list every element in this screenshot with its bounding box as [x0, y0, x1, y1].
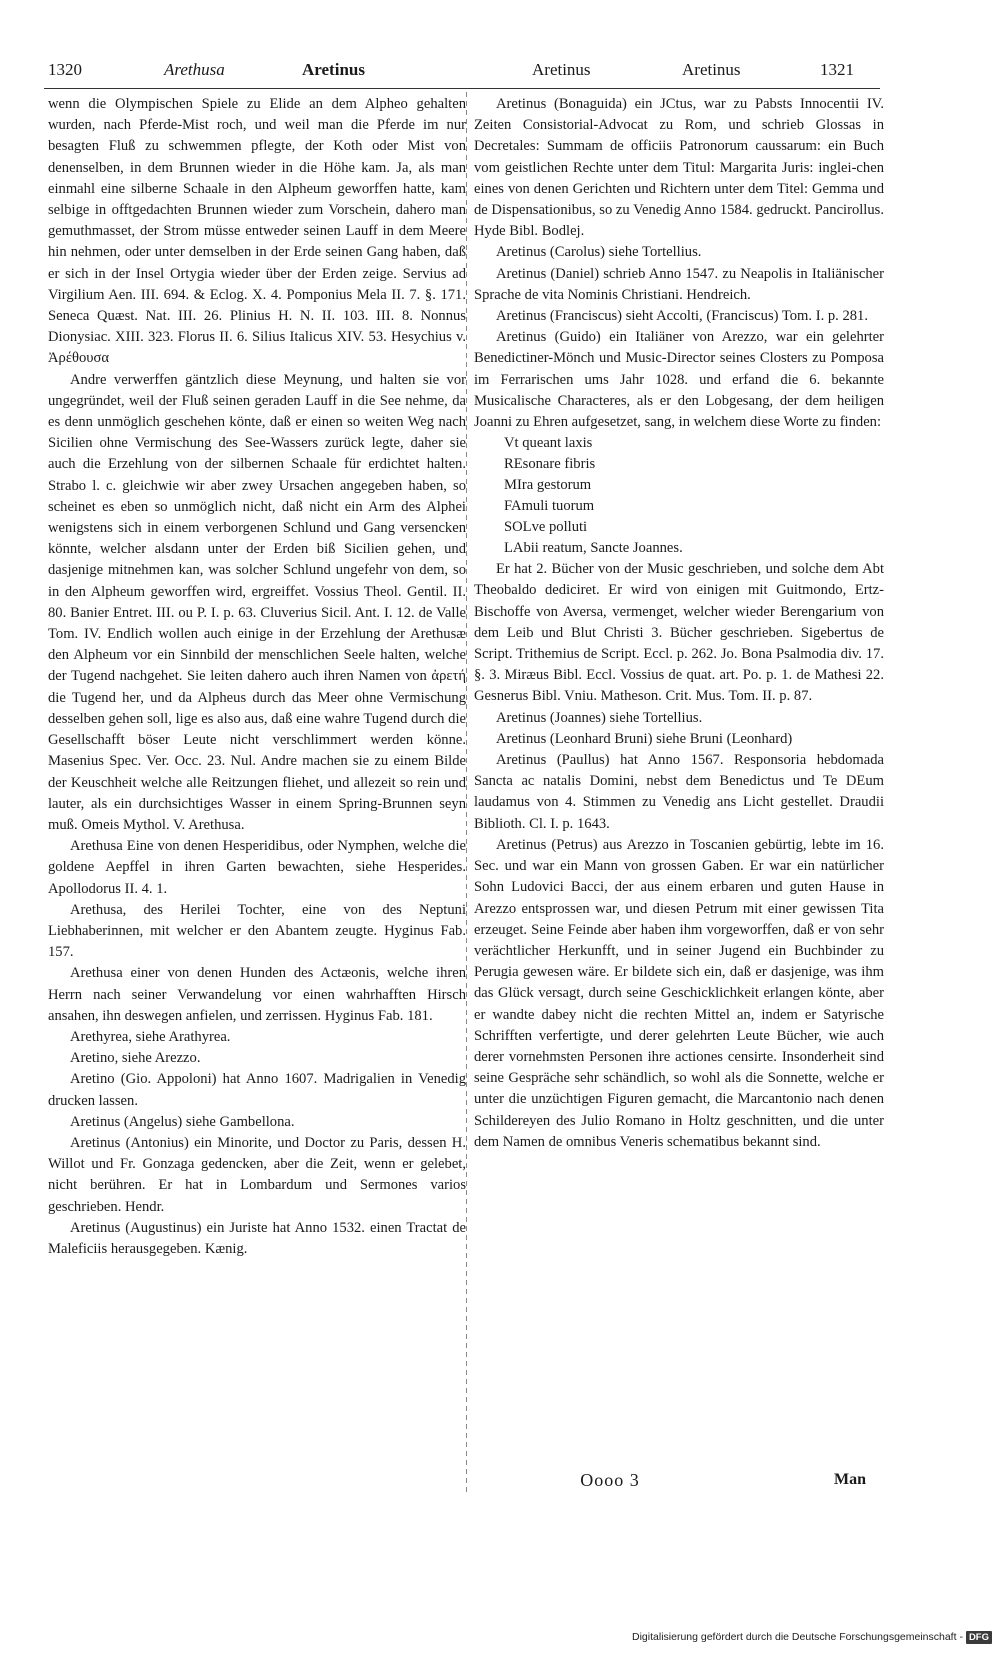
- left-column: [48, 94, 466, 1260]
- entry-paragraph: Aretinus (Joannes) siehe Tortellius.: [496, 709, 703, 726]
- signature-mark: Oooo 3: [580, 1470, 640, 1490]
- entry-paragraph: Arethyrea, siehe Arathyrea.: [70, 1028, 231, 1045]
- page-number-left: 1320: [48, 60, 82, 79]
- entry-paragraph: Aretino (Gio. Appoloni) hat Anno 1607. Madrigalien in Venedig drucken lassen.: [48, 1071, 466, 1109]
- entry-paragraph: Aretinus (Franciscus) sieht Accolti, (Franciscus) Tom. I. p. 281.: [496, 308, 868, 325]
- entry-paragraph: Aretino, siehe Arezzo.: [70, 1050, 201, 1067]
- verse-line: LAbii reatum, Sancte Joannes.: [504, 540, 683, 557]
- hymn-verse: [504, 433, 884, 559]
- running-head-right-1: Aretinus: [532, 60, 591, 79]
- entry-paragraph: Andre verwerffen gäntzlich diese Meynung, und halten sie vor ungegründet, weil der Fluß seinen geraden Lauff in die See nehme, da es denn unmöglich geschehen könte, daß er einen so weiten Weg nach Sicilien ohne Vermischung des See-Wassers zurück legte, daher sie auch die Erzehlung von der silbernen Schaale für erdichtet halten. Strabo l. c. gleichwie wir aber zwey Ursachen angegeben haben, so scheinet es eben so unmöglich nicht, daß nicht ein Arm des Alphei wenigstens sich in einem verborgenen Schlund und Gang versencken könnte, welcher alsdann unter der Erden biß Sicilien gehen, und dasjenige mitnehmen kan, was solcher Schlund ungefehr von dem, so in den Alpheum geworffen wird, ergreiffet. Vossius Theol. Gentil. II. 80. Banier Entret. III. ou P. I. p. 63. Cluverius Sicil. Ant. I. 12. de Valle Tom. IV. Endlich wollen auch einige in der Erzehlung der Arethusæ den Alpheum vor ein Sinnbild der menschlichen Seele halten, welche der Tugend nachgehet. Sie leiten dahero auch ihren Namen von ἀρετή die Tugend her, und da Alpheus durch das Meer ohne Vermischung desselben gehen soll, lige es also aus, daß eine wahre Tugend durch die Gesellschafft böser Leute nicht verschlimmert werden könne. Masenius Spec. Ver. Occ. 23. Nul. Andre machen sie zu einem Bilde der Keuschheit welche alle Reitzungen fliehet, und allezeit so rein und lauter, als ein durchsichtiges Wasser in einem Spring-Brunnen seyn muß. Omeis Mythol. V. Arethusa.: [48, 371, 466, 833]
- entry-paragraph: Aretinus (Guido) ein Italiäner von Arezzo, war ein gelehrter Benedictiner-Mönch und Music-Director seines Closters zu Pomposa im Ferrarischen ums Jahr 1028. und erfand die 6. bekannte Musicalische Characteres, als er den Lobgesang, der dem heiligen Joanni zu Ehren aufgesetzet, sang, in welchem diese Worte zu finden:: [474, 329, 884, 431]
- entry-paragraph: Aretinus (Angelus) siehe Gambellona.: [70, 1113, 295, 1130]
- page-number-right: 1321: [820, 60, 854, 79]
- dfg-logo: DFG: [966, 1631, 992, 1644]
- header-rule: [44, 88, 880, 89]
- entry-paragraph: Aretinus (Petrus) aus Arezzo in Toscanien gebürtig, lebte im 16. Sec. und war ein Mann von grossen Gaben. Er war ein natürlicher Sohn Ludovici Bacci, der aus einem erbaren und guten Hause in Arezzo entsprossen war, und diesen Petrum mit einer gewissen Tita erzeuget. Seine Feinde aber haben ihm vorgeworffen, daß er von sehr verächtlicher Herkunfft, und in seiner Jugend ein Buchbinder zu Perugia gewesen wäre. Er bildete sich ein, daß er dasjenige, was ihm das Glück versagt, durch seine Geschicklichkeit erlangen könte, aber er wandte dabey nicht die rechten Mittel an, indem er Satyrische Schrifften verfertigte, und derer gelehrten Leute Bücher, wie auch derer vornehmsten Personen ihre actiones censirte. Insonderheit sind seine Gespräche sehr schändlich, so wohl als die Sonnette, welche er unter die unzüchtigen Figuren gemacht, die Marcantonio nach denen Schildereyen des Julio Romano in Holtz geschnitten, und die unter dem Namen de omnibus Veneris schematibus bekannt sind.: [474, 836, 884, 1150]
- entry-paragraph: Aretinus (Paullus) hat Anno 1567. Responsoria hebdomada Sancta ac natalis Domini, nebst dem Benedictus und Te DEum laudamus von 4. Stimmen zu Venedig ans Licht gestellet. Draudii Biblioth. Cl. I. p. 1643.: [474, 752, 884, 832]
- running-head-right-2: Aretinus: [682, 60, 741, 79]
- verse-line: MIra gestorum: [504, 477, 592, 494]
- catchword: Man: [834, 1471, 866, 1488]
- entry-paragraph: Aretinus (Daniel) schrieb Anno 1547. zu Neapolis in Italiänischer Sprache de vita Nominis Christiani. Hendreich.: [474, 265, 884, 303]
- right-column: [474, 94, 884, 1153]
- entry-paragraph: Aretinus (Augustinus) ein Juriste hat Anno 1532. einen Tractat de Maleficiis herausgegeben. Kænig.: [48, 1219, 466, 1257]
- digitization-footer: [632, 1628, 992, 1646]
- verse-line: REsonare fibris: [504, 456, 596, 473]
- entry-paragraph: Aretinus (Leonhard Bruni) siehe Bruni (Leonhard): [496, 730, 793, 747]
- running-head-left-1: Arethusa: [164, 60, 225, 79]
- entry-paragraph: Aretinus (Carolus) siehe Tortellius.: [496, 244, 702, 261]
- entry-paragraph: Arethusa einer von denen Hunden des Actæonis, welche ihren Herrn nach seiner Verwandelung vor einen wahrhafften Hirsch ansahen, ihn deswegen anfielen, und zerrissen. Hyginus Fab. 181.: [48, 965, 466, 1024]
- entry-paragraph: Aretinus (Bonaguida) ein JCtus, war zu Pabsts Innocentii IV. Zeiten Consistorial-Advocat zu Rom, und schrieb Glossas in Decretales: Summam de officiis Patronorum caussarum: ein Buch vom geistlichen Rechte unter dem Titul: Margarita Juris: inglei-chen eines von denen Gerichten und Richtern unter dem Titel: Gemma und de Dispensationibus, so zu Venedig Anno 1584. gedruckt. Pancirollus. Hyde Bibl. Bodlej.: [474, 96, 884, 240]
- entry-paragraph: Aretinus (Antonius) ein Minorite, und Doctor zu Paris, dessen H. Willot und Fr. Gonzaga gedencken, aber die Zeit, wenn er gelebet, nicht berühren. Er hat in Lombardum und Sermones varios geschrieben. Hendr.: [48, 1134, 466, 1215]
- verse-line: SOLve polluti: [504, 519, 588, 536]
- verse-line: FAmuli tuorum: [504, 498, 595, 515]
- column-divider: [466, 92, 467, 1492]
- footer-text: Digitalisierung gefördert durch die Deutsche Forschungsgemeinschaft -: [632, 1631, 963, 1643]
- entry-paragraph: Arethusa Eine von denen Hesperidibus, oder Nymphen, welche die goldene Aepffel in ihren Garten bewachten, siehe Hesperides. Apollodorus II. 4. 1.: [48, 838, 466, 897]
- entry-paragraph: Er hat 2. Bücher von der Music geschrieben, und solche dem Abt Theobaldo dediciret. Er wird von einigen mit Guitmondo, Ertz-Bischoffe von Aversa, vermenget, welcher wieder Berengarium von dem Leib und Blut Christi 3. Bücher geschrieben. Sigebertus de Script. Trithemius de Script. Eccl. p. 262. Jo. Bona Psalmodia div. 17. §. 3. Miræus Bibl. Eccl. Vossius de quat. art. Po. p. 1. de Mathesi 22. Gesnerus Bibl. Vniu. Matheson. Crit. Mus. Tom. II. p. 87.: [474, 561, 884, 705]
- running-head-left-2: Aretinus: [302, 60, 365, 79]
- running-header: [44, 56, 880, 86]
- verse-line: Vt queant laxis: [504, 435, 593, 452]
- entry-paragraph: Arethusa, des Herilei Tochter, eine von des Neptuni Liebhaberinnen, mit welcher er den Abantem zeugte. Hyginus Fab. 157.: [48, 901, 466, 961]
- entry-paragraph: wenn die Olympischen Spiele zu Elide an dem Alpheo gehalten wurden, nach Pferde-Mist roch, und weil man die Pferde im nur besagten Fluß zu schwemmen pflegte, der Koth oder Mist von denenselben, in dem Brunnen wieder in die Höhe kam. Ja, als man einmahl eine silberne Schaale in den Alpheum geworffen hatte, kam selbige in offtgedachten Brunnen wieder zum Vorschein, dahero man gemuthmasset, der Strom müsse entweder seinen Lauff in dem Meere hin nehmen, oder unter demselben in der Erde seinen Gang haben, daß er sich in der Insel Ortygia wieder über der Erden zeige. Servius ad Virgilium Aen. III. 694. & Eclog. X. 4. Pomponius Mela II. 7. §. 171. Seneca Quæst. Nat. III. 26. Plinius H. N. II. 103. III. 8. Nonnus Dionysiac. XIII. 323. Florus II. 6. Silius Italicus XIV. 53. Hesychius v. Ἀρέθουσα: [48, 96, 466, 367]
